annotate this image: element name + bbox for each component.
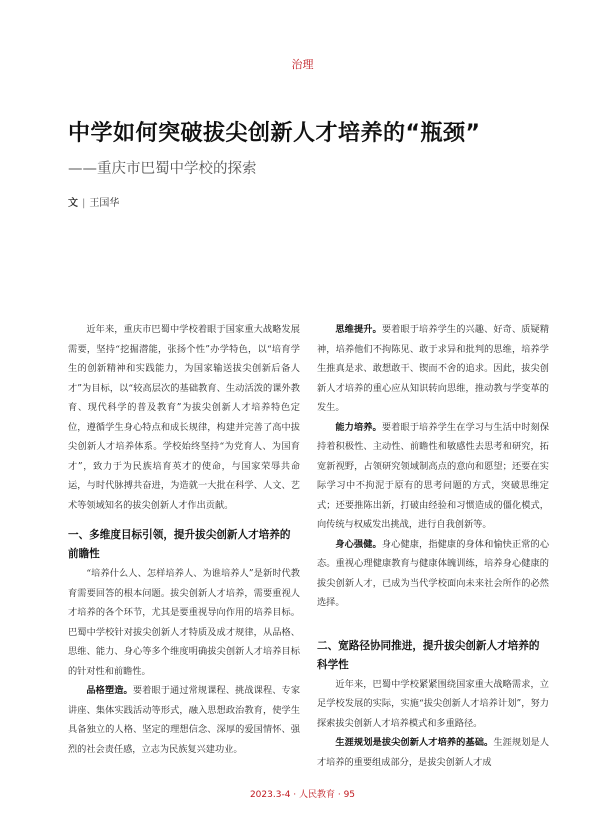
paragraph-body: 生涯规划是人才培养的重要组成部分，是拔尖创新人才成: [317, 737, 550, 768]
paragraph-body: 身心健康，指健康的身体和愉快正常的心态。重视心理健康教育与健康体魄训练，培养身心健康的拔尖创新人才，已成为当代学校面向未来社会所作的必然选择。: [317, 538, 550, 608]
paragraph-body: 要着眼于培养学生在学习与生活中时刻保持着积极性、主动性、前瞻性和敏感性去思考和研究，拓宽新视野，占领研究领域制高点的意向和愿望；还要在实际学习中不拘泥于原有的思考问题的方式，突破思维定式；还要推陈出新，打破由经验和习惯造成的僵化模式，向传统与权威发出挑战，进行自我创新等。: [317, 421, 550, 530]
paragraph: 近年来，巴蜀中学校紧紧围绕国家重大战略需求，立足学校发展的实际，实施“拔尖创新人才培养计划”，努力探索拔尖创新人才培养模式和多重路径。: [317, 678, 549, 729]
left-column: [68, 320, 300, 759]
article-title: 中学如何突破拔尖创新人才培养的“瓶颈”: [68, 121, 481, 146]
section-tag: 治理: [291, 58, 314, 71]
paragraph-lead: 身心强健。: [335, 538, 382, 550]
paragraph-body: 要着眼于培养学生的兴趣、好奇、质疑精神，培养他们不拘陈见、敢于求异和批判的思维，培养学生推真是求、敢想敢干、锲而不舍的追求。因此，拔尖创新人才培养的重心应从知识转向思维，推动教与学变革的发生。: [317, 324, 550, 413]
intro-paragraph: 近年来，重庆市巴蜀中学校着眼于国家重大战略发展需要，坚持“挖掘潜能，张扬个性”办学特色，以“培育学生的创新精神和实践能力，为国家输送拔尖创新后备人才”为目标，以“较高层次的基础教育、生动活泼的课外教育、现代科学的普及教育”为拔尖创新人才培养特色定位，遵循学生身心特点和成长规律，构建并完善了高中拔尖创新人才培养体系。学校始终坚持“为党育人、为国育才”，致力于为民族培育英才的使命，与国家荣辱共命运，与时代脉搏共奋进，为造就一大批在科学、人文、艺术等领域知名的拔尖创新人才作出贡献。: [68, 324, 300, 511]
paragraph-thinking: [317, 320, 549, 418]
paragraph-ability: [317, 418, 549, 535]
paragraph-lead: 思维提升。: [335, 324, 382, 335]
paragraph: “培养什么人、怎样培养人、为谁培养人”是新时代教育需要回答的根本问题。拔尖创新人才培养，需要重视人才培养的各个环节，尤其是要重视导向作用的培养目标。巴蜀中学校针对拔尖创新人才特质及成才规律，从品格、思维、能力、身心等多个维度明确拔尖创新人才培养目标的针对性和前瞻性。: [68, 568, 300, 677]
page-footer: 2023.3-4 · 人民教育 · 95: [249, 790, 356, 800]
paragraph-character: [68, 681, 300, 759]
paragraph-body: 要着眼于通过常规课程、挑战课程、专家讲座、集体实践活动等形式，融入思想政治教育，使学生具备独立的人格、坚定的理想信念、深厚的爱国情怀、强烈的社会责任感，立志为民族复兴建功业。: [68, 685, 301, 755]
right-column: [317, 320, 549, 772]
paragraph-career: [317, 733, 549, 772]
article-subtitle: ——重庆市巴蜀中学校的探索: [68, 161, 257, 177]
paragraph-lead: 生涯规划是拔尖创新人才培养的基础。: [335, 737, 494, 748]
author-name: 王国华: [89, 198, 120, 209]
byline: [68, 194, 119, 209]
byline-divider: |: [82, 198, 86, 209]
paragraph-health: [317, 535, 549, 613]
paragraph-lead: 能力培养。: [335, 421, 382, 433]
section-heading-2: 二、宽路径协同推进，提升拔尖创新人才培养的科学性: [317, 639, 540, 671]
paragraph-lead: 品格塑造。: [86, 685, 133, 696]
byline-label: 文: [68, 198, 78, 209]
section-heading-1: 一、多维度目标引领，提升拔尖创新人才培养的前瞻性: [68, 529, 291, 560]
